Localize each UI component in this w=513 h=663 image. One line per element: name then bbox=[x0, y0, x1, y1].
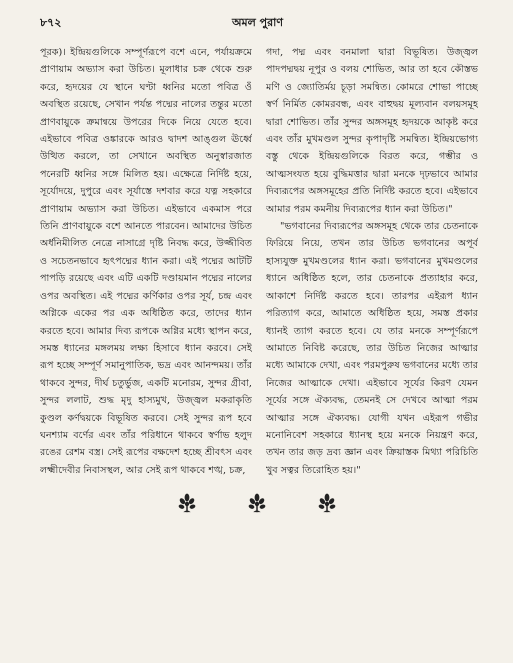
left-paragraph-1: পূরক)। ইন্দ্রিয়গুলিকে সম্পূর্ণরূপে বশে এনে, পর্যায়ক্রমে প্রাণায়াম অভ্যাস করা উচিত। মূলাধার চক্র থেকে শুরু করে, হৃদয়ের যে স্থানে ঘণ্টা ধ্বনির মতো পবিত্র ওঁ অবস্থিত রয়েছে, সেখান পর্যন্ত পদ্মের নালের তন্তুর মতো প্রাণবায়ুকে ক্রমান্বয়ে উপরের দিকে নিয়ে যেতে হবে। এইভাবে পবিত্র ওঙ্কারকে আরও দ্বাদশ আঙ্গুল ঊর্ধ্বে উত্থিত করলে, তা সেখানে অবস্থিত অনুস্বারজাত পনেরটি ধ্বনির সঙ্গে মিলিত হয়। এক্ষেত্রে নির্দিষ্ট হয়ে, সূর্যোদয়ে, দুপুরে এবং সূর্যাস্তে দশবার করে যত্ন সহকারে প্রাণায়াম অভ্যাস করা উচিত। এইভাবে একমাস পরে তিনি প্রাণবায়ুকে বশে আনতে পারবেন। আমাদের উচিত অর্ধনিমীলিত নেত্রে নাসাগ্রে দৃষ্টি নিবদ্ধ করে, উজ্জীবিত ও সচেতনভাবে হৃৎপদ্মের ধ্যান করা। এই পদ্মের আটটি পাপড়ি রয়েছে এবং এটি একটি দণ্ডায়মান পদ্মের নালের ওপর অবস্থিত। এই পদ্মের কর্ণিকার ওপর সূর্য, চন্দ্র এবং অগ্নিকে একের পর এক অধিষ্ঠিত করে, তাদের ধ্যান করতে হবে। আমার দিব্য রূপকে অগ্নির মধ্যে স্থাপন করে, সমস্ত ধ্যানের মঙ্গলময় লক্ষ্য হিসাবে ধ্যান করবে। সেই রূপ হচ্ছে সম্পূর্ণ সমানুপাতিক, ভদ্র এবং আনন্দময়। তাঁর থাকবে সুন্দর, দীর্ঘ চতুর্ভুজ, একটি মনোরম, সুন্দর গ্রীবা, সুন্দর ললাট, শুদ্ধ মৃদু হাস্যমুখ, উজ্জ্বল মকরাকৃতি কুণ্ডল কর্ণদ্বয়কে বিভূষিত করবে। সেই সুন্দর রূপ হবে ঘনশ্যাম বর্ণের এবং তাঁর পরিধানে থাকবে স্বর্ণাভ হলুদ রঙের রেশম বস্ত্র। সেই রূপের বক্ষদেশ হচ্ছে শ্রীবৎস এবং লক্ষ্মীদেবীর নিবাসস্থল, আর সেই রূপ থাকবে শঙ্খ, চক্র, bbox=[40, 47, 252, 476]
right-paragraph-1: গদা, পদ্ম এবং বনমালা দ্বারা বিভূষিত। উজ্জ্বল পাদপদ্মদ্বয় নূপুর ও বলয় শোভিত, আর তা হবে কৌস্তভ মণি ও জ্যোতির্ময় চূড়া সমন্বিত। কোমরে শোভা পাচ্ছে স্বর্ণ নির্মিত কোমরবন্ধ, এবং বাহুদ্বয় মূল্যবান বলয়সমূহ দ্বারা শোভিত। তাঁর সুন্দর অঙ্গসমূহ হৃদয়কে আকৃষ্ট করে এবং তাঁর মুখমণ্ডল সুন্দর কৃপাদৃষ্টি সমন্বিত। ইন্দ্রিয়ভোগ্য বস্তু থেকে ইন্দ্রিয়গুলিকে বিরত করে, গম্ভীর ও আত্মসংযত হয়ে বুদ্ধিমত্তার দ্বারা মনকে দৃঢ়ভাবে আমার দিব্যরূপের অঙ্গসমূহের প্রতি নির্দিষ্ট করতে হবে। এইভাবে আমার পরম কমনীয় দিব্যরূপের ধ্যান করা উচিত।" bbox=[266, 47, 478, 215]
text-columns bbox=[40, 44, 478, 484]
floral-ornament-icon bbox=[246, 492, 268, 514]
page-number: ৮৭২ bbox=[40, 16, 62, 29]
right-paragraph-2: "ভগবানের দিব্যরূপের অঙ্গসমূহ থেকে তার চেতনাকে ফিরিয়ে নিয়ে, তখন তার উচিত ভগবানের অপূর্ব হাস্যযুক্ত মুখমণ্ডলের ধ্যান করা। ভগবানের মুখমণ্ডলের ধ্যানে অধিষ্ঠিত হলে, তার চেতনাকে প্রত্যাহার করে, আকাশে নির্দিষ্ট করতে হবে। তারপর এইরূপ ধ্যান পরিত্যাগ করে, আমাতে অধিষ্ঠিত হয়ে, সমস্ত প্রকার ধ্যানই ত্যাগ করতে হবে। যে তার মনকে সম্পূর্ণরূপে আমাতে নিবিষ্ট করেছে, তার উচিত নিজের আত্মার মধ্যে আমাকে দেখা, এবং পরমপুরুষ ভগবানের মধ্যে তার নিজের আত্মাকে দেখা। এইভাবে সূর্যের কিরণ যেমন সূর্যের সঙ্গে ঐক্যবদ্ধ, তেমনই সে দেখবে আত্মা পরম আত্মার সঙ্গে ঐক্যবদ্ধ। যোগী যখন এইরূপ গভীর মনোনিবেশ সহকারে ধ্যানস্থ হয়ে মনকে নিয়ন্ত্রণ করে, তখন তার জড় দ্রব্য জ্ঞান এবং ক্রিয়াস্তক মিথ্যা পরিচিতি খুব সত্বর তিরোহিত হয়।" bbox=[266, 221, 478, 476]
left-column bbox=[40, 44, 252, 484]
right-column bbox=[266, 44, 478, 484]
book-title: অমল পুরাণ bbox=[231, 16, 284, 29]
floral-ornament-icon bbox=[316, 492, 338, 514]
page-header bbox=[40, 14, 475, 32]
floral-ornament-icon bbox=[176, 492, 198, 514]
ornament-row bbox=[0, 492, 513, 514]
